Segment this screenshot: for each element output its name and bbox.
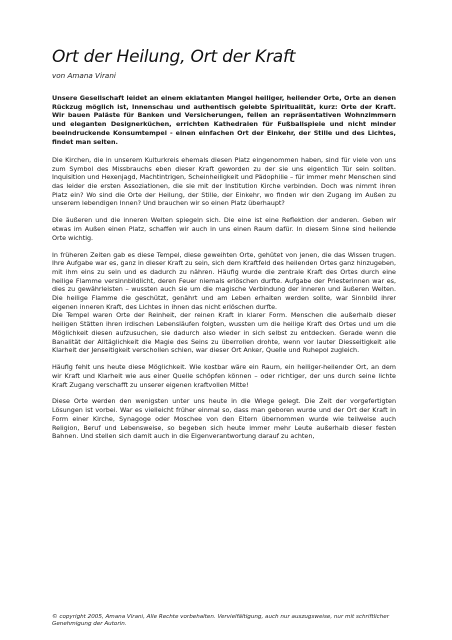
copyright-footer: © copyright 2005, Amana Virani, Alle Rechte vorbehalten. Vervielfältigung, auch nur auszugsweise, nur mit schriftlicher Genehmigung der Autorin. — [52, 614, 390, 628]
document-body — [52, 94, 396, 449]
document-author: von Amana Virani — [52, 71, 116, 80]
body-paragraph: Die Tempel waren Orte der Reinheit, der reinen Kraft in klarer Form. Menschen die außerhalb dieser heiligen Stätten ihren irdischen Lebensläufen folgten, wussten um die heilige Kraft des Ortes und um die Möglichkeit diesen aufzusuchen, sie dadurch also wieder in sich selbst zu entdecken. Gerade wenn die Banalität der Alltäglichkeit die Magie des Seins zu überrollen drohte, wenn vor lauter Diesseitigkeit alle Klarheit der Jenseitigkeit verschollen schien, war dieser Ort Anker, Quelle und Ruhepol zugleich. — [52, 311, 396, 355]
body-paragraph: Diese Orte werden den wenigsten unter uns heute in die Wiege gelegt. Die Zeit der vorgefertigten Lösungen ist vorbei. War es vielleicht früher einmal so, dass man geboren wurde und der Ort der Kraft in Form einer Kirche, Synagoge oder Moschee von den Eltern übernommen wurde wie teilweise auch Religion, Beruf und Lebensweise, so begeben sich heute immer mehr Leute außerhalb dieser festen Bahnen. Und stellen sich damit auch in die Eigenverantwortung darauf zu achten, — [52, 397, 396, 441]
body-paragraph: In früheren Zeiten gab es diese Tempel, diese geweihten Orte, gehütet von jenen, die das Wissen trugen. Ihre Aufgabe war es, ganz in dieser Kraft zu sein, sich dem Kraftfeld des heilenden Ortes ganz hinzugeben, mit ihm eins zu sein und es dadurch zu nähren. Häufig wurde die zentrale Kraft des Ortes durch eine heilige Flamme versinnbildlicht, deren Feuer niemals erlöschen durfte. Aufgabe der Priesterinnen war es, dies zu gewährleisten – wussten auch sie um die magische Verbindung der inneren und äußeren Welten. Die heilige Flamme die geschützt, genährt und am Leben erhalten werden sollte, war Sinnbild ihrer eigenen inneren Kraft, des Lichtes in ihnen das nicht erlöschen durfte. — [52, 250, 396, 311]
body-paragraph: Die äußeren und die inneren Welten spiegeln sich. Die eine ist eine Reflektion der anderen. Geben wir etwas im Außen einen Platz, schaffen wir auch in uns einen Raum dafür. In diesem Sinne sind heilende Orte wichtig. — [52, 216, 396, 242]
document-title: Ort der Heilung, Ort der Kraft — [52, 47, 296, 67]
body-paragraph: Die Kirchen, die in unserem Kulturkreis ehemals diesen Platz eingenommen haben, sind für viele von uns zum Symbol des Missbrauchs eben dieser Kraft geworden zu der sie uns eigentlich Tür sein sollten. Inquisition und Hexenjagd, Machtintrigen, Scheinheiligkeit und Pädophilie – für immer mehr Menschen sind das leider die ersten Assoziationen, die sie mit der Institution Kirche verbinden. Doch was nimmt ihren Platz ein? Wo sind die Orte der Heilung, der Stille, der Einkehr, wo finden wir den Zugang im Außen zu unserem lebendigen Innen? Und brauchen wir so einen Platz überhaupt? — [52, 155, 396, 208]
body-paragraph: Häufig fehlt uns heute diese Möglichkeit. Wie kostbar wäre ein Raum, ein heiliger-heilender Ort, an dem wir Kraft und Klarheit wie aus einer Quelle schöpfen können – oder richtiger, der uns durch seine lichte Kraft Zugang verschafft zu unserer eigenen kraftvollen Mitte! — [52, 363, 396, 389]
intro-paragraph: Unsere Gesellschaft leidet an einem eklatanten Mangel heiliger, heilender Orte, Orte an denen Rückzug möglich ist, Innenschau und authentisch gelebte Spiritualität, kurz: Orte der Kraft. Wir bauen Paläste für Banken und Versicherungen, feilen an repräsentativen Wohnzimmern und eleganten Designerküchen, errichten Kathedralen für Fußballspiele und nicht minder beeindruckende Konsumtempel - einen einfachen Ort der Einkehr, der Stille und des Lichtes, findet man selten. — [52, 94, 396, 146]
